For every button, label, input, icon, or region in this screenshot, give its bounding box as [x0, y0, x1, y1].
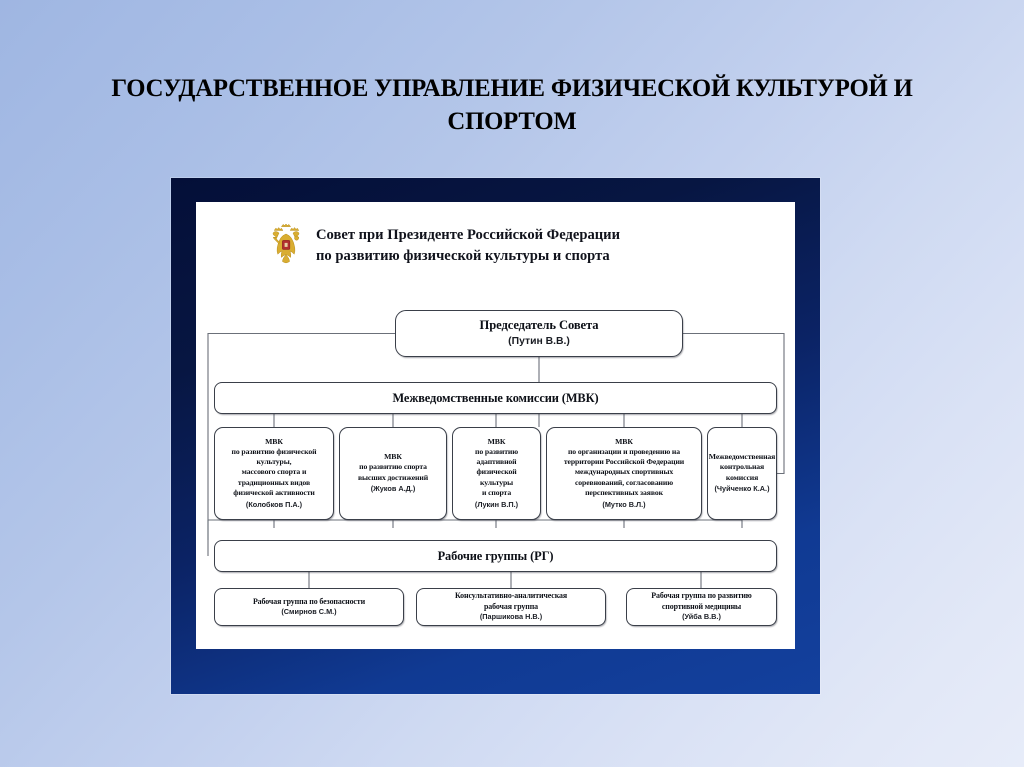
node-commission-5-person: (Чуйченко К.А.)	[714, 484, 770, 494]
node-commission-5[interactable]	[707, 427, 777, 520]
node-rg-bar-title: Рабочие группы (РГ)	[437, 548, 554, 563]
node-working-group-3-person: (Уйба В.В.)	[682, 612, 721, 622]
council-title	[316, 225, 620, 266]
node-chairman-person: (Путин В.В.)	[508, 336, 570, 348]
node-commission-3-person: (Лукин В.П.)	[474, 499, 519, 509]
node-working-group-1[interactable]	[214, 588, 404, 626]
council-title-line1: Совет при Президенте Российской Федерации	[316, 227, 620, 244]
node-commission-1-person: (Колобков П.А.)	[245, 499, 303, 509]
node-commission-2[interactable]	[339, 427, 447, 520]
node-commission-3[interactable]	[452, 427, 541, 520]
council-header	[266, 224, 736, 268]
node-commission-3-title: МВК по развитию адаптивной физической культуры и спорта	[475, 436, 518, 497]
connector-lines	[196, 202, 795, 649]
node-working-group-1-title: Рабочая группа по безопасности	[252, 596, 366, 606]
node-chairman-title: Председатель Совета	[479, 317, 599, 332]
node-commission-4[interactable]	[546, 427, 702, 520]
diagram-canvas	[196, 202, 795, 649]
node-working-group-2[interactable]	[416, 588, 606, 626]
node-chairman[interactable]	[395, 310, 683, 357]
node-commission-1[interactable]	[214, 427, 334, 520]
node-rg-bar[interactable]	[214, 540, 777, 572]
council-title-line2: по развитию физической культуры и спорта	[316, 248, 610, 264]
node-working-group-1-person: (Смирнов С.М.)	[281, 607, 337, 617]
node-commission-4-title: МВК по организации и проведению на территории Российской Федерации международных спортивных соревнований, согласованию перспективных заявок	[563, 436, 685, 497]
org-chart	[196, 202, 795, 649]
node-working-group-3[interactable]	[626, 588, 777, 626]
node-commission-2-title: МВК по развитию спорта высших достижений	[357, 452, 429, 482]
node-commission-1-title: МВК по развитию физической культуры, массового спорта и традиционных видов физической активности	[231, 436, 317, 497]
diagram-frame	[171, 178, 820, 694]
node-mvk-bar[interactable]	[214, 382, 777, 414]
node-commission-2-person: (Жуков А.Д.)	[370, 484, 416, 494]
node-commission-4-person: (Мутко В.Л.)	[602, 499, 646, 509]
node-working-group-2-title: Консультативно-аналитическая рабочая группа	[454, 591, 568, 611]
node-working-group-2-person: (Паршикова Н.В.)	[479, 612, 543, 622]
node-commission-5-title: Межведомственная контрольная комиссия	[708, 452, 776, 482]
node-working-group-3-title: Рабочая группа по развитию спортивной медицины	[651, 591, 752, 611]
node-mvk-bar-title: Межведомственные комиссии (МВК)	[392, 390, 599, 405]
russian-coat-of-arms-icon	[266, 224, 306, 268]
page-title: ГОСУДАРСТВЕННОЕ УПРАВЛЕНИЕ ФИЗИЧЕСКОЙ КУЛЬТУРОЙ И СПОРТОМ	[111, 73, 913, 135]
